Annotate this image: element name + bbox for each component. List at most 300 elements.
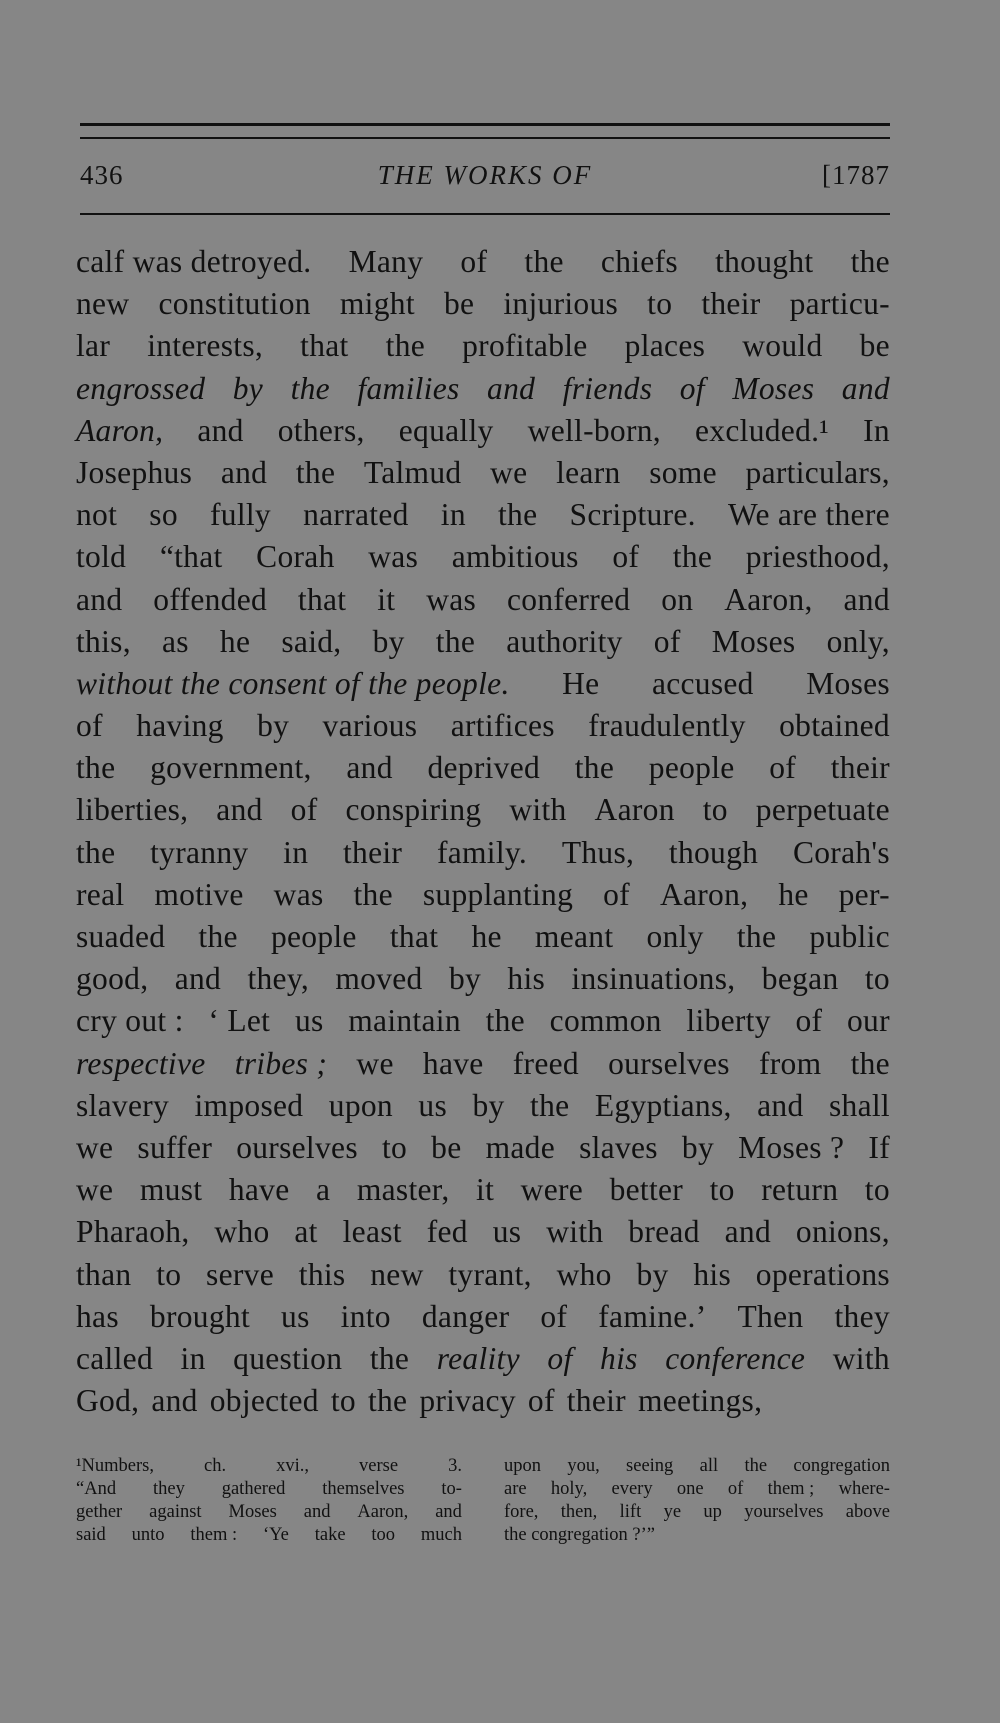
footnote-word: ¹Numbers,: [76, 1456, 154, 1476]
footnotes: [76, 1455, 890, 1547]
footnote-word: to-: [441, 1479, 462, 1499]
italic-word: and: [841, 370, 890, 406]
word: slavery: [76, 1087, 170, 1123]
running-title: THE WORKS OF: [377, 160, 593, 190]
word: by: [681, 1129, 715, 1165]
word: people: [648, 750, 735, 786]
word: we: [76, 1172, 114, 1208]
footnote-word: where-: [838, 1479, 890, 1499]
word: moved: [335, 961, 423, 997]
word: us: [492, 1214, 522, 1250]
word: who: [556, 1256, 612, 1292]
word: this: [298, 1256, 346, 1292]
word: to: [647, 286, 673, 322]
word: they,: [247, 961, 310, 997]
footnote-word: above: [845, 1502, 890, 1522]
word: might: [339, 286, 415, 322]
word: Aaron,: [724, 581, 813, 617]
word: called: [76, 1340, 153, 1376]
text-line: [76, 1296, 890, 1338]
word: authority: [506, 623, 623, 659]
text-line: [76, 789, 890, 831]
word: we: [76, 1129, 114, 1165]
word: it: [377, 581, 396, 617]
word: fed: [426, 1214, 468, 1250]
text-line: [76, 1380, 890, 1422]
italic-word: friends: [562, 370, 653, 406]
word: Then: [737, 1298, 804, 1334]
word: he: [219, 623, 251, 659]
word: the: [198, 919, 238, 954]
text-line: [76, 452, 890, 494]
word: accused: [651, 665, 754, 701]
word: us: [281, 1298, 310, 1334]
footnote-word: holy,: [550, 1479, 588, 1499]
word: be: [431, 1129, 462, 1165]
word: bread: [628, 1214, 700, 1250]
footnote-line: [504, 1455, 890, 1478]
footnote-word: against: [149, 1502, 202, 1522]
page-number: 436: [80, 160, 124, 190]
word: liberty: [686, 1003, 771, 1039]
word: was: [273, 876, 324, 912]
footnote-word: them :: [190, 1525, 238, 1545]
word: of: [527, 1383, 555, 1419]
footnote-word: much: [420, 1525, 462, 1545]
word: of: [540, 1298, 568, 1334]
footnote-line: [76, 1524, 462, 1547]
word: of: [76, 708, 103, 744]
word: places: [624, 328, 706, 364]
word: with: [546, 1214, 604, 1250]
word: imposed: [194, 1087, 304, 1123]
word: some: [649, 454, 717, 490]
word: that: [389, 919, 439, 954]
footnote-word: ‘Ye: [263, 1525, 289, 1545]
header-rule-bottom: [80, 213, 890, 215]
word: of: [769, 750, 797, 786]
text-line: [76, 579, 890, 621]
word: made: [485, 1129, 555, 1165]
word: of: [653, 623, 681, 659]
word: the: [76, 750, 116, 786]
word: liberties,: [76, 792, 189, 828]
word: excluded.¹: [695, 412, 830, 448]
word: the: [435, 623, 476, 659]
text-line: [76, 1000, 890, 1042]
word: began: [761, 961, 839, 997]
word: brought: [149, 1298, 250, 1334]
word: Egyptians,: [594, 1087, 732, 1123]
text-line: [76, 832, 890, 874]
text-line: [76, 536, 890, 578]
word: supplanting: [422, 876, 574, 912]
word: would: [742, 328, 823, 364]
word: Moses ?: [738, 1129, 845, 1165]
text-line: [76, 494, 890, 536]
word: operations: [755, 1256, 890, 1292]
text-line: [76, 747, 890, 789]
footnote-word: all: [699, 1456, 719, 1476]
footnote-word: themselves: [322, 1479, 405, 1499]
word: they: [834, 1298, 890, 1334]
word: he: [778, 876, 809, 912]
word: insinuations,: [571, 961, 736, 997]
word: was: [368, 539, 419, 575]
word: we: [356, 1045, 394, 1081]
footnote-word: ye: [663, 1502, 682, 1522]
italic-word: his: [600, 1340, 638, 1376]
word: the: [530, 1087, 570, 1123]
word: Many: [348, 244, 424, 279]
word: conferred: [506, 581, 631, 617]
word: that: [297, 581, 347, 617]
word: to: [709, 1172, 735, 1208]
word: to: [864, 1172, 890, 1208]
text-line: [76, 1127, 890, 1169]
word: least: [342, 1214, 402, 1250]
word: and: [220, 454, 268, 490]
word: various: [322, 708, 418, 744]
word: by: [472, 1087, 505, 1123]
word: Thus,: [561, 834, 635, 870]
word: to: [381, 1129, 408, 1165]
word: of: [460, 244, 488, 279]
word: upon: [328, 1087, 393, 1123]
footnote-word: the congregation ?’”: [504, 1525, 656, 1545]
word: a: [316, 1172, 331, 1208]
word: Talmud: [363, 454, 462, 490]
word: their: [342, 834, 403, 870]
header-rule-second: [80, 137, 890, 139]
word: Moses: [711, 623, 796, 659]
word: to: [330, 1383, 356, 1419]
word: particulars,: [745, 454, 890, 490]
word: Pharaoh,: [76, 1214, 190, 1250]
word: from: [758, 1045, 822, 1081]
text-line: [76, 241, 890, 283]
word: deprived: [427, 750, 541, 786]
footnote-word: and: [435, 1502, 462, 1522]
word: fraudulently: [588, 708, 746, 744]
word: objected: [209, 1383, 319, 1419]
word: the: [485, 1003, 525, 1039]
word: common: [549, 1003, 662, 1039]
word: onions,: [795, 1214, 890, 1250]
footnote-word: yourselves: [744, 1502, 824, 1522]
word: He: [562, 665, 600, 701]
footnote-word: then,: [560, 1502, 598, 1522]
word: be: [859, 328, 890, 364]
word: their: [566, 1383, 626, 1419]
word: better: [609, 1172, 684, 1208]
footnote-line: [76, 1501, 462, 1524]
word: not: [76, 497, 118, 533]
text-line: [76, 1254, 890, 1296]
word: maintain: [348, 1003, 461, 1039]
footnote-word: them ;: [767, 1479, 815, 1499]
footnote-word: verse: [359, 1456, 399, 1476]
footnote-word: gathered: [221, 1479, 286, 1499]
word: injurious: [503, 286, 619, 322]
footnote-column-right: [504, 1455, 890, 1547]
word: government,: [150, 750, 312, 786]
word: master,: [356, 1172, 450, 1208]
footnote-line: [76, 1478, 462, 1501]
word: fully: [209, 497, 271, 533]
word: interests,: [147, 328, 264, 364]
word: and: [216, 792, 263, 828]
word: the: [672, 539, 713, 575]
word: the: [524, 244, 564, 279]
running-head: [80, 160, 890, 200]
word: calf was detroyed.: [76, 244, 312, 279]
word: the: [574, 750, 615, 786]
word: well-born,: [527, 412, 661, 448]
footnote-word: gether: [76, 1502, 123, 1522]
footnote-word: the: [744, 1456, 768, 1476]
word: profitable: [462, 328, 588, 364]
italic-word: the: [290, 370, 330, 406]
word: having: [136, 708, 224, 744]
word: people: [270, 919, 357, 954]
word: shall: [828, 1087, 890, 1123]
word: offended: [153, 581, 268, 617]
word: than: [76, 1256, 132, 1292]
word: and: [724, 1214, 772, 1250]
word: their: [830, 750, 890, 786]
word: danger: [421, 1298, 510, 1334]
footnote-word: fore,: [504, 1502, 539, 1522]
text-line: [76, 663, 890, 705]
word: and: [346, 750, 393, 786]
word: Scripture.: [569, 497, 696, 533]
word: as: [161, 623, 189, 659]
word: told: [76, 539, 127, 575]
word: suffer: [137, 1129, 213, 1165]
word: serve: [206, 1256, 275, 1292]
word: into: [340, 1298, 391, 1334]
footnote-word: one: [676, 1479, 704, 1499]
word: slaves: [579, 1129, 658, 1165]
word: of: [290, 792, 318, 828]
word: by: [372, 623, 405, 659]
word: with: [832, 1340, 890, 1376]
footnote-word: of: [727, 1479, 744, 1499]
footnote-word: congregation: [793, 1456, 890, 1476]
word: others,: [277, 412, 365, 448]
word: good,: [76, 961, 149, 997]
word: and: [757, 1087, 804, 1123]
word: public: [809, 919, 890, 954]
italic-word: reality: [436, 1340, 520, 1376]
word: us: [294, 1003, 324, 1039]
word: the: [498, 497, 538, 533]
word: this,: [76, 623, 131, 659]
word: by: [448, 961, 482, 997]
word: return: [761, 1172, 839, 1208]
word: motive: [154, 876, 244, 912]
word: per-: [838, 876, 890, 912]
word: we: [490, 454, 528, 490]
text-line: [76, 958, 890, 1000]
italic-word: of: [547, 1340, 573, 1376]
word: Aaron,: [659, 876, 749, 912]
footnote-column-left: [76, 1455, 462, 1547]
italic-word: by: [232, 370, 264, 406]
word: learn: [556, 454, 621, 490]
word: have: [422, 1045, 484, 1081]
word: was: [426, 581, 477, 617]
header-rule-top: [80, 123, 890, 126]
word: to: [864, 961, 890, 997]
word: new: [76, 286, 130, 322]
word: said,: [281, 623, 342, 659]
italic-word: families: [357, 370, 460, 406]
footnote-word: and: [303, 1502, 331, 1522]
word: thought: [715, 244, 814, 279]
footnote-word: unto: [131, 1525, 165, 1545]
word: the: [295, 454, 336, 490]
word: artifices: [450, 708, 555, 744]
footnote-word: take: [314, 1525, 346, 1545]
text-line: [76, 410, 890, 452]
text-line: [76, 621, 890, 663]
word: with: [509, 792, 567, 828]
word: of: [603, 876, 630, 912]
running-year: [1787: [822, 160, 890, 190]
body-text: [76, 241, 890, 1422]
word: and: [197, 412, 244, 448]
word: ourselves: [236, 1129, 358, 1165]
word: and: [76, 581, 123, 617]
word: particu-: [789, 286, 890, 322]
word: Josephus: [76, 454, 193, 490]
word: who: [214, 1214, 270, 1250]
italic-word: respective: [76, 1045, 206, 1081]
text-line: [76, 283, 890, 325]
word: of: [612, 539, 640, 575]
word: God,: [76, 1383, 140, 1419]
word: the: [850, 244, 890, 279]
word: and: [151, 1383, 198, 1419]
footnote-word: every: [611, 1479, 653, 1499]
footnote-word: lift: [619, 1502, 642, 1522]
word: and: [843, 581, 890, 617]
word: only,: [826, 623, 890, 659]
word: equally: [398, 412, 494, 448]
word: in: [283, 834, 309, 870]
word: have: [228, 1172, 290, 1208]
word: freed: [512, 1045, 579, 1081]
word: family.: [436, 834, 528, 870]
word: Moses: [806, 665, 890, 701]
word: it: [476, 1172, 495, 1208]
word: he: [471, 919, 502, 954]
word: In: [863, 412, 890, 448]
word: must: [139, 1172, 203, 1208]
footnote-word: up: [703, 1502, 722, 1522]
word: be: [443, 286, 475, 322]
word: priesthood,: [745, 539, 890, 575]
word: suaded: [76, 919, 166, 954]
word: and: [174, 961, 222, 997]
word: our: [847, 1003, 890, 1039]
word: “that: [159, 539, 223, 575]
footnote-line: [504, 1501, 890, 1524]
word: We are there: [727, 497, 890, 533]
word: that: [300, 328, 349, 364]
word: meetings,: [637, 1383, 763, 1419]
italic-word: Aaron,: [76, 412, 164, 448]
word: his: [693, 1256, 732, 1292]
word: constitution: [158, 286, 311, 322]
word: of: [795, 1003, 823, 1039]
text-line: [76, 1043, 890, 1085]
text-line: [76, 916, 890, 958]
word: obtained: [779, 708, 890, 744]
footnote-word: they: [152, 1479, 185, 1499]
word: tyranny: [150, 834, 249, 870]
word: the: [367, 1383, 408, 1419]
word: chiefs: [600, 244, 678, 279]
word: Corah: [256, 539, 335, 575]
word: question: [233, 1340, 343, 1376]
word: the: [736, 919, 777, 954]
word: lar: [76, 328, 111, 364]
word: were: [520, 1172, 584, 1208]
word: ambitious: [451, 539, 579, 575]
italic-word: and: [487, 370, 536, 406]
word: to: [156, 1256, 182, 1292]
italic-word: without the consent of the people.: [76, 665, 510, 701]
footnote-word: said: [76, 1525, 106, 1545]
word: to: [702, 792, 728, 828]
italic-word: tribes ;: [234, 1045, 328, 1081]
word: Corah's: [792, 834, 890, 870]
word: his: [507, 961, 546, 997]
footnote-word: upon: [504, 1456, 541, 1476]
text-line: [76, 705, 890, 747]
word: though: [668, 834, 759, 870]
word: their: [701, 286, 761, 322]
footnote-word: Moses: [228, 1502, 277, 1522]
italic-word: Moses: [732, 370, 815, 406]
word: famine.’: [598, 1298, 707, 1334]
word: perpetuate: [755, 792, 890, 828]
footnote-word: you,: [567, 1456, 600, 1476]
word: by: [636, 1256, 669, 1292]
text-line: [76, 1085, 890, 1127]
word: so: [149, 497, 178, 533]
word: real: [76, 876, 125, 912]
word: tyrant,: [448, 1256, 532, 1292]
footnote-line: [504, 1478, 890, 1501]
word: privacy: [419, 1383, 516, 1419]
word: the: [353, 876, 393, 912]
word: has: [76, 1298, 119, 1334]
word: conspiring: [345, 792, 482, 828]
text-line: [76, 1211, 890, 1253]
text-line: [76, 368, 890, 410]
footnote-word: are: [504, 1479, 527, 1499]
word: cry out :: [76, 1003, 184, 1039]
word: meant: [534, 919, 614, 954]
word: the: [850, 1045, 890, 1081]
word: If: [868, 1129, 890, 1165]
word: us: [418, 1087, 448, 1123]
footnote-word: xvi.,: [276, 1456, 310, 1476]
